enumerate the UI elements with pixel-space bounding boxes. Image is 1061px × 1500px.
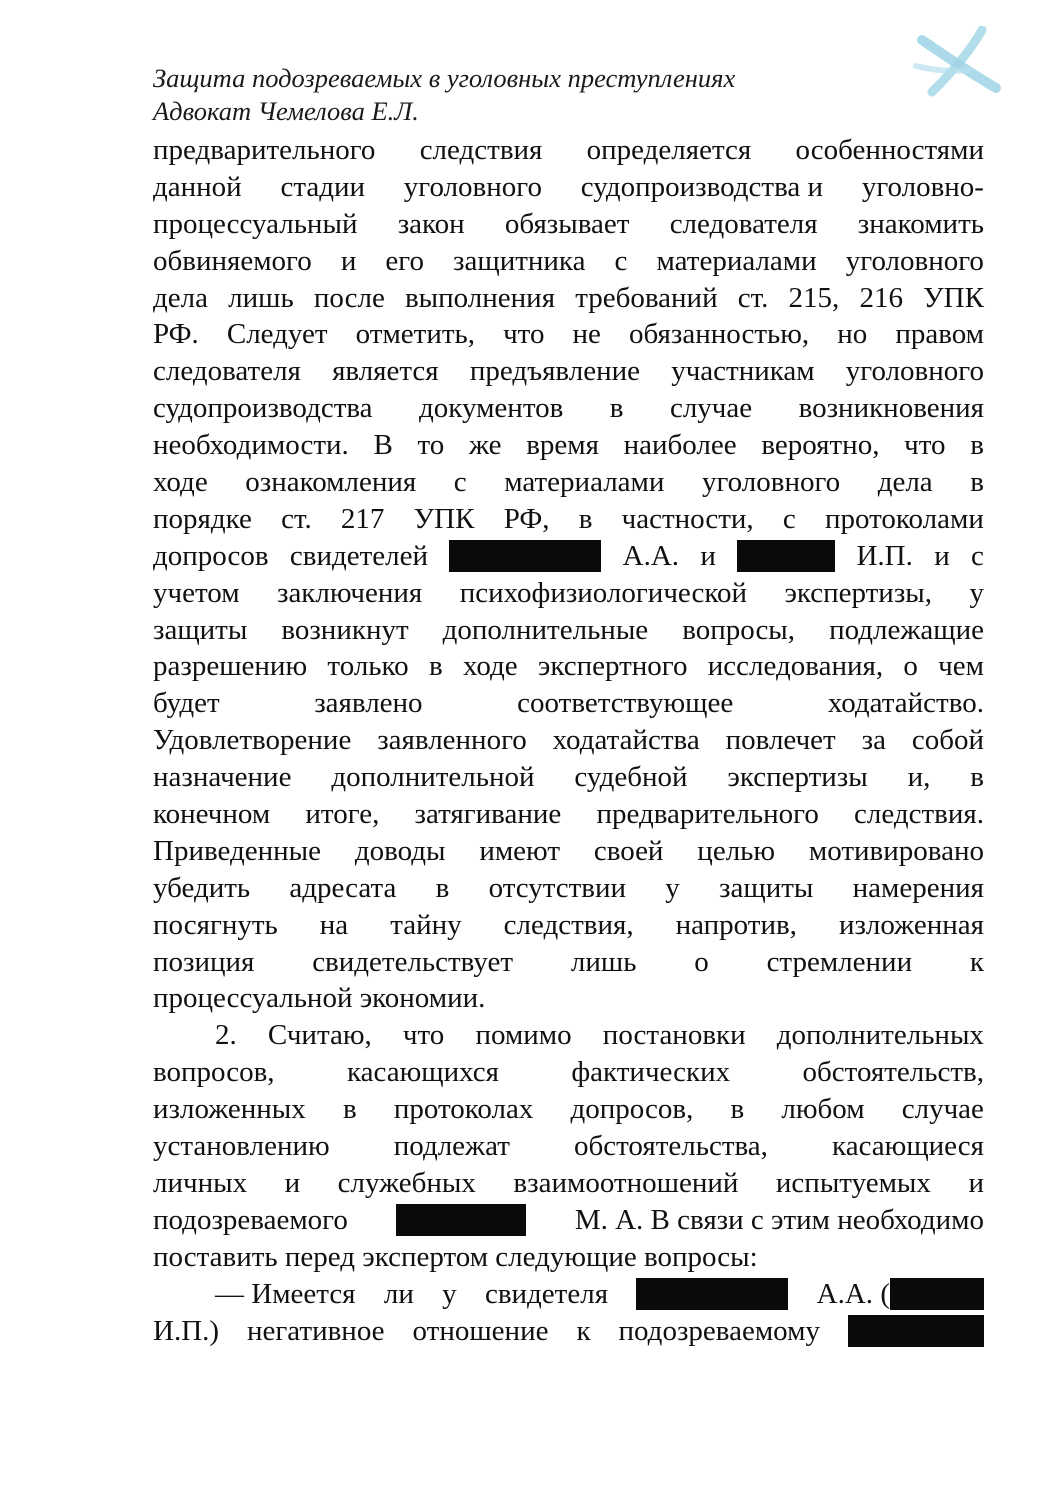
word: целью [697, 834, 776, 867]
word: порядке [153, 502, 252, 535]
word: его [385, 244, 424, 277]
word: уголовно- [861, 170, 984, 203]
word: намерения [852, 871, 984, 904]
text-line [153, 907, 984, 944]
word: допросов [153, 539, 269, 572]
word: лишь [570, 945, 637, 978]
word: доводы [354, 834, 446, 867]
word: только [327, 650, 409, 683]
word: ст. [737, 281, 769, 314]
text-line-redacted [153, 1202, 984, 1239]
redaction-block [848, 1315, 984, 1347]
word: в [970, 429, 984, 462]
word: дополнительных [776, 1019, 984, 1052]
word: М. А. В связи с этим необходимо [574, 1203, 984, 1236]
word: судопроизводства и [580, 170, 824, 203]
text-line [153, 390, 984, 427]
word: уголовного [701, 466, 841, 499]
word: документов [419, 392, 564, 425]
word: ст. [281, 502, 312, 535]
text-line [153, 206, 984, 243]
word: касающиеся [832, 1130, 984, 1163]
word: соответствующее [517, 687, 734, 720]
word: защиты [153, 613, 248, 646]
word: ознакомления [245, 466, 417, 499]
word: А.А. [622, 539, 680, 572]
text-line-paragraph-start [153, 1017, 984, 1054]
word: установлению [153, 1130, 330, 1163]
word: судопроизводства [153, 392, 373, 425]
word: РФ. [153, 318, 199, 351]
word: свидетеля [484, 1277, 609, 1310]
word: случае [669, 392, 753, 425]
word: в [428, 650, 443, 683]
word: вероятно, [761, 429, 880, 462]
word: следователя [669, 207, 818, 240]
word: назначение [153, 761, 292, 794]
word: к [576, 1314, 591, 1347]
word: у [442, 1277, 457, 1310]
word: после [313, 281, 385, 314]
word: конечном [153, 798, 271, 831]
word: Удовлетворение [153, 724, 352, 757]
word: знакомить [857, 207, 984, 240]
word: возникнут [281, 613, 409, 646]
word: о [903, 650, 918, 683]
word: материалами [656, 244, 817, 277]
word: экспертного [537, 650, 688, 683]
text-line [153, 1091, 984, 1128]
word: что [904, 429, 946, 462]
word: помимо [475, 1019, 572, 1052]
text-line [153, 796, 984, 833]
word: ходатайство. [827, 687, 984, 720]
word: случае [901, 1093, 984, 1126]
word: УПК [413, 502, 475, 535]
word: не [572, 318, 601, 351]
word: возникновения [798, 392, 984, 425]
word: убедить [153, 871, 251, 904]
word: протоколами [825, 502, 984, 535]
word: дополнительные [442, 613, 649, 646]
text-line [153, 759, 984, 796]
word: отношение [412, 1314, 549, 1347]
word: что [402, 1019, 445, 1052]
word: дела [153, 281, 208, 314]
word: закон [397, 207, 465, 240]
word: разрешению [153, 650, 308, 683]
word: с [782, 502, 796, 535]
word: уголовного [403, 170, 542, 203]
word: правом [895, 318, 984, 351]
word: защиты [719, 871, 814, 904]
paragraph-end: процессуальной экономии. [153, 982, 486, 1015]
word: личных [153, 1166, 248, 1199]
word: дела [877, 466, 933, 499]
word: напротив, [675, 908, 797, 941]
word: и [934, 539, 950, 572]
text-line [153, 243, 984, 280]
word: итоге, [305, 798, 380, 831]
word: подлежат [393, 1130, 510, 1163]
word: экспертизы [727, 761, 868, 794]
word: предъявление [469, 355, 640, 388]
word: в [342, 1093, 357, 1126]
text-line [153, 316, 984, 353]
word: данной [153, 170, 242, 203]
word: повлечет [725, 724, 836, 757]
word: допросов, [570, 1093, 694, 1126]
word: взаимоотношений [513, 1166, 739, 1199]
text-line [153, 870, 984, 907]
word: заключения [276, 576, 423, 609]
word: УПК [923, 281, 984, 314]
word: у [969, 576, 984, 609]
word: А.А. [816, 1277, 874, 1310]
word: выполнения [404, 281, 556, 314]
word: свидетельствует [312, 945, 514, 978]
word: судебной [574, 761, 688, 794]
word: исследования, [707, 650, 884, 683]
word: подозреваемого [153, 1203, 348, 1236]
text-line [153, 280, 984, 317]
word: уголовного [845, 355, 984, 388]
word: Считаю, [267, 1019, 372, 1052]
text-line [153, 685, 984, 722]
redaction-block [636, 1278, 788, 1310]
text-line [153, 944, 984, 981]
word: в [435, 871, 450, 904]
word: затягивание [414, 798, 562, 831]
word: изложенных [153, 1093, 306, 1126]
text-line [153, 1128, 984, 1165]
word: имеют [479, 834, 561, 867]
word: тайну [390, 908, 462, 941]
word: чем [938, 650, 984, 683]
word: РФ, [503, 502, 550, 535]
word: ходе [462, 650, 518, 683]
word: своей [593, 834, 664, 867]
word: экспертизы, [784, 576, 933, 609]
text-line [153, 1054, 984, 1091]
word: касающихся [346, 1056, 499, 1089]
word: следствия. [854, 798, 984, 831]
word: ли [383, 1277, 414, 1310]
document-header [153, 62, 983, 128]
word: в [970, 466, 984, 499]
redaction-block [449, 540, 601, 572]
word: материалами [504, 466, 665, 499]
word: же [468, 429, 502, 462]
word: — Имеется [215, 1277, 356, 1310]
text-line [153, 648, 984, 685]
header-line-author: Адвокат Чемелова Е.Л. [153, 96, 419, 126]
word: будет [153, 687, 220, 720]
text-line [153, 132, 984, 169]
word: адресата [289, 871, 397, 904]
word: о [694, 945, 709, 978]
word: обстоятельств, [802, 1056, 984, 1089]
word: с [614, 244, 628, 277]
word: определяется [586, 134, 752, 166]
text-line [153, 722, 984, 759]
word: заявлено [314, 687, 423, 720]
word: с [453, 466, 467, 499]
word: 216 [859, 281, 903, 314]
word: в [970, 761, 984, 794]
text-line [153, 1239, 984, 1276]
word: свидетелей [289, 539, 428, 572]
text-line [153, 427, 984, 464]
word: следствия, [503, 908, 634, 941]
redaction-block [737, 540, 835, 572]
word: отметить, [355, 318, 476, 351]
redaction-block [890, 1278, 984, 1310]
header-line-title: Защита подозреваемых в уголовных преступлениях [153, 63, 736, 93]
word: изложенная [838, 908, 984, 941]
text-line [153, 833, 984, 870]
word: негативное [247, 1314, 385, 1347]
text-line [153, 169, 984, 206]
word: и [968, 1166, 984, 1199]
word: посягнуть [153, 908, 278, 941]
word: ходе [153, 466, 208, 499]
text-line-redacted [153, 1276, 984, 1313]
word: протоколах [393, 1093, 534, 1126]
word: необходимости. [153, 429, 349, 462]
word: обязанностью, [629, 318, 810, 351]
text-line [153, 501, 984, 538]
document-body [153, 132, 984, 1349]
text-line-redacted [153, 1313, 984, 1350]
word: вопросов, [153, 1056, 275, 1089]
word: следствия [419, 134, 543, 166]
word: подлежащие [829, 613, 984, 646]
word: обязывает [504, 207, 630, 240]
word: и [700, 539, 716, 572]
word: В [373, 429, 393, 462]
word: подозреваемому [618, 1314, 820, 1347]
word: предварительного [153, 134, 376, 166]
word: стремлении [766, 945, 913, 978]
text-line-redacted [153, 538, 984, 575]
word: что [503, 318, 545, 351]
word: 217 [340, 502, 385, 535]
text-line [153, 1165, 984, 1202]
word: испытуемых [775, 1166, 931, 1199]
word: стадии [280, 170, 366, 203]
word: участникам [671, 355, 815, 388]
word: мотивировано [808, 834, 984, 867]
word: отсутствии [488, 871, 627, 904]
word: ( [880, 1277, 890, 1310]
word: служебных [337, 1166, 476, 1199]
text-line [153, 612, 984, 649]
word: Следует [226, 318, 328, 351]
word: за [861, 724, 886, 757]
word: в [578, 502, 593, 535]
word: предварительного [596, 798, 819, 831]
word: защитника [453, 244, 586, 277]
word: ходатайства [552, 724, 700, 757]
word: 2. [215, 1019, 237, 1052]
word: в [609, 392, 624, 425]
word: обвиняемого [153, 244, 312, 277]
word: постановки [602, 1019, 746, 1052]
word: Приведенные [153, 834, 321, 867]
word: обстоятельства, [574, 1130, 768, 1163]
word: позиция [153, 945, 255, 978]
word: 215, [788, 281, 840, 314]
word: и [284, 1166, 301, 1199]
word: собой [911, 724, 984, 757]
text-line [153, 464, 984, 501]
redaction-block [396, 1204, 526, 1236]
word: психофизиологической [459, 576, 747, 609]
word: И.П. [856, 539, 913, 572]
word: является [332, 355, 439, 388]
word: на [319, 908, 349, 941]
word: время [526, 429, 599, 462]
word: требований [575, 281, 718, 314]
word: уголовного [845, 244, 984, 277]
word: заявленного [377, 724, 527, 757]
word: любом [781, 1093, 865, 1126]
word: то [417, 429, 445, 462]
word: фактических [571, 1056, 731, 1089]
word: наиболее [623, 429, 737, 462]
word: процессуальный [153, 207, 358, 240]
word: особенностями [795, 134, 984, 166]
paragraph-end: поставить перед экспертом следующие вопросы: [153, 1240, 758, 1273]
word: следователя [153, 355, 301, 388]
word: но [837, 318, 868, 351]
word: у [665, 871, 680, 904]
word: и, [907, 761, 931, 794]
word: учетом [153, 576, 240, 609]
word: к [969, 945, 984, 978]
word-group [817, 1276, 984, 1313]
word: дополнительной [331, 761, 535, 794]
text-line [153, 353, 984, 390]
word: вопросы, [682, 613, 796, 646]
word: и [340, 244, 357, 277]
word: И.П.) [153, 1314, 220, 1347]
text-line [153, 980, 984, 1017]
word: лишь [228, 281, 294, 314]
word: частности, [621, 502, 754, 535]
word: в [730, 1093, 745, 1126]
text-line [153, 575, 984, 612]
word: с [971, 539, 984, 572]
